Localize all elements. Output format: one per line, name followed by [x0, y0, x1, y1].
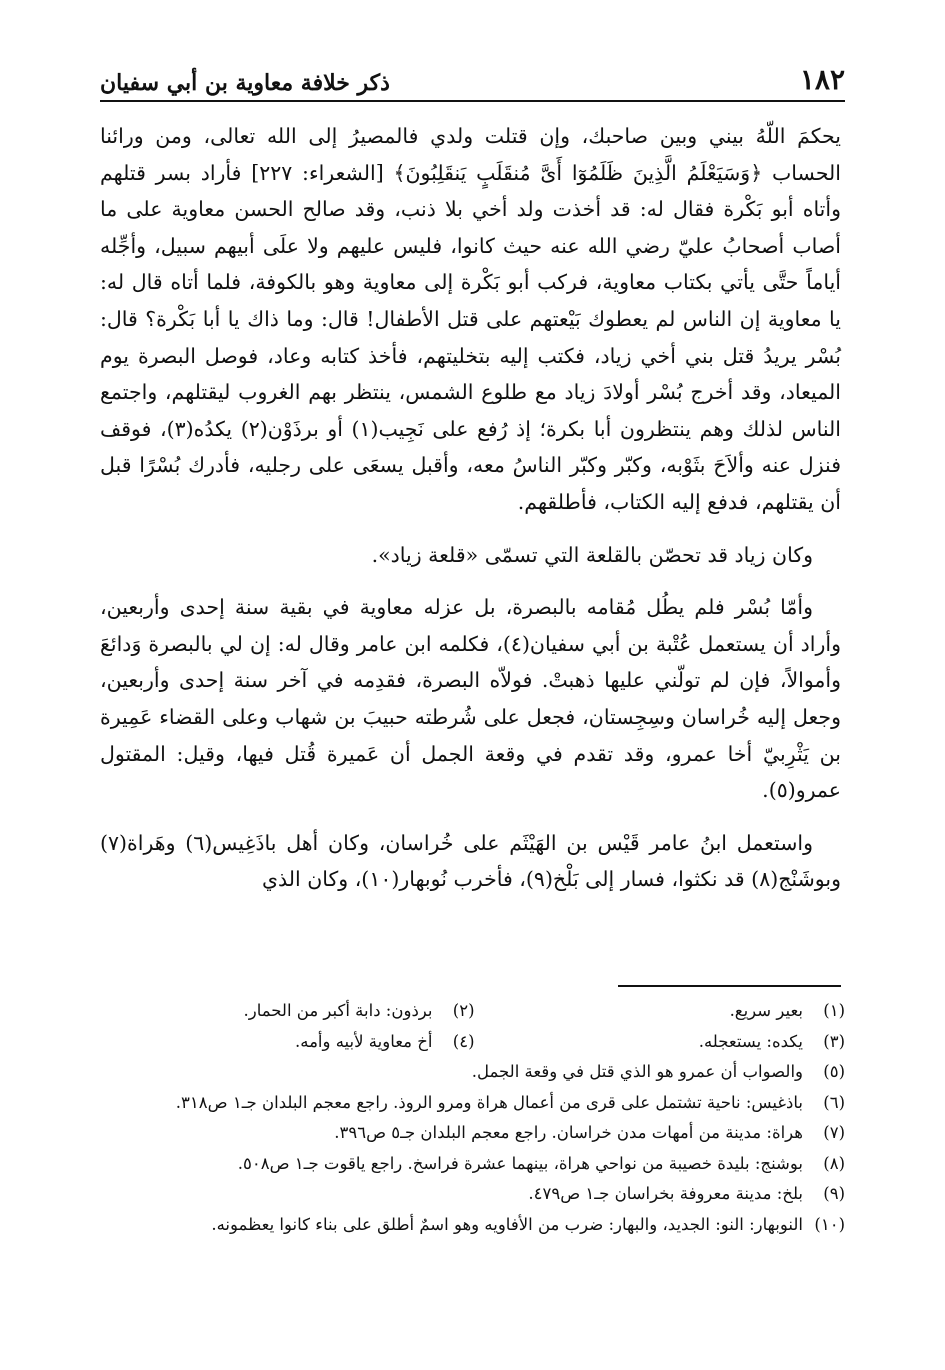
footnote [104, 1088, 845, 1119]
footnote-text: برذون: دابة أكبر من الحمار. [243, 1001, 433, 1020]
footnote-number: (١٠) [814, 1214, 845, 1234]
page-number: ١٨٢ [799, 63, 845, 96]
footnote [104, 1057, 845, 1088]
footnote-text: بعير سريع. [729, 1001, 803, 1020]
footnote-text: النوبهار: النو: الجديد، والبهار: ضرب من الأفاويه وهو اسمٌ أطلق على بناء كانوا يعظمونه. [211, 1214, 803, 1234]
footnote-text: يكده: يستعجله. [698, 1031, 803, 1051]
footnote-number: (١) [823, 1001, 845, 1020]
footnote-text: بوشنج: بليدة خصيبة من نواحي هراة، بينهما عشرة فراسخ. راجع ياقوت جـ١ ص٥٠٨. [237, 1153, 803, 1173]
footnote [475, 996, 846, 1027]
footnote-text: والصواب أن عمرو هو الذي قتل في وقعة الجمل. [471, 1062, 803, 1081]
paragraph: يحكمَ اللّهُ بيني وبين صاحبك، وإن قتلت ولدي فالمصيرُ إلى الله تعالى، ومن ورائنا الحساب ﴿وَسَيَعْلَمُ الَّذِينَ ظَلَمُوٓا أَىَّ مُنقَلَبٍ يَنقَلِبُونَ﴾ [الشعراء: ٢٢٧] فأراد بسر قتلهم وأتاه أبو بَكْرة فقال له: قد أخذت ولد أخي بلا ذنب، وقد صالح الحسن معاوية على ما أصاب أصحابُ عليّ رضي الله عنه حيث كانوا، فليس عليهم ولا علَى أبيهم سبيل، وأجِّله أياماً حتَّى يأتي بكتاب معاوية، فركب أبو بَكْرة إلى معاوية وهو بالكوفة، فلما أتاه قال له: يا معاوية إن الناس لم يعطوك بَيْعتهم على قتل الأطفال! قال: وما ذاك يا أبا بَكْرة؟ قال: بُسْر يريدُ قتل بني أخي زياد، فكتب إليه بتخليتهم، فأخذ كتابه وعاد، فوصل البصرة يوم الميعاد، وقد أخرج بُسْر أولادَ زياد مع طلوع الشمس، ينتظر بهم الغروب ليقتلهم، واجتمع الناس لذلك وهم ينتظرون أبا بكرة؛ إذ رُفع على نَجِيب(١) أو برذَوْن(٢) يكدُه(٣)، فوقف فنزل عنه وألاَحَ بثَوْبه، وكبّر وكبّر الناسُ معه، وأقبل يسعَى على رجليه، فأدرك بُسْرًا قبل أن يقتلهم، فدفع إليه الكتاب، فأطلقهم. [100, 124, 841, 514]
footnote-separator [618, 985, 841, 987]
footnote-number: (٥) [823, 1062, 845, 1081]
footnote-number: (٨) [823, 1153, 845, 1173]
footnote [104, 996, 475, 1027]
footnote-pair [104, 996, 845, 1027]
running-header [100, 58, 845, 102]
paragraph: واستعمل ابنُ عامر قَيْس بن الهَيْثَم على خُراسان، وكان أهل باذَغِيس(٦) وهَراة(٧) وبوشَنْج(٨) قد نكثوا، فسار إلى بَلْخ(٩)، فأخرب نُوبهار(١٠)، وكان الذي [100, 830, 841, 892]
footnote-number: (٤) [452, 1031, 475, 1051]
footnote-number: (٢) [452, 1001, 475, 1020]
main-text [100, 118, 841, 898]
footnote-text: هراة: مدينة من أمهات مدن خراسان. راجع معجم البلدان جـ٥ ص٣٩٦. [334, 1123, 803, 1142]
footnote [104, 1210, 845, 1241]
footnote [104, 1118, 845, 1149]
footnote-pair [104, 1027, 845, 1058]
footnote-text: باذغيس: ناحية تشتمل على قرى من أعمال هراة ومرو الروذ. راجع معجم البلدان جـ١ ص٣١٨. [175, 1092, 803, 1112]
footnote [104, 1027, 475, 1058]
footnote-number: (٣) [823, 1031, 845, 1051]
footnote-text: بلخ: مدينة معروفة بخراسان جـ١ ص٤٧٩. [528, 1184, 803, 1203]
footnote-text: أخ معاوية لأبيه وأمه. [294, 1031, 433, 1051]
footnote [475, 1027, 846, 1058]
footnotes [104, 996, 845, 1240]
chapter-title: ذكر خلافة معاوية بن أبي سفيان [100, 70, 390, 96]
footnote-number: (٦) [823, 1092, 845, 1112]
paragraph: وأمّا بُسْر فلم يطُل مُقامه بالبصرة، بل عزله معاوية في بقية سنة إحدى وأربعين، وأراد أن يستعمل عُتْبة بن أبي سفيان(٤)، فكلمه ابن عامر وقال له: إن لي بالبصرة وَدائعَ وأموالاً، فإن لم تولّني عليها ذهبتْ. فولاّه البصرة، فقدِمه في آخر سنة إحدى وأربعين، وجعل إليه خُراسان وسِجِستان، فجعل على شُرطته حبيبَ بن شهاب وعلى القضاء عَمِيرة بن يَثْرِبيّ أخا عمرو، وقد تقدم في وقعة الجمل أن عَميرة قُتل فيها، وقيل: المقتول عمرو(٥). [100, 595, 841, 803]
footnote-number: (٩) [823, 1184, 845, 1203]
paragraph: وكان زياد قد تحصّن بالقلعة التي تسمّى «قلعة زياد». [371, 542, 813, 567]
footnote [104, 1179, 845, 1210]
footnote [104, 1149, 845, 1180]
footnote-number: (٧) [823, 1123, 845, 1142]
